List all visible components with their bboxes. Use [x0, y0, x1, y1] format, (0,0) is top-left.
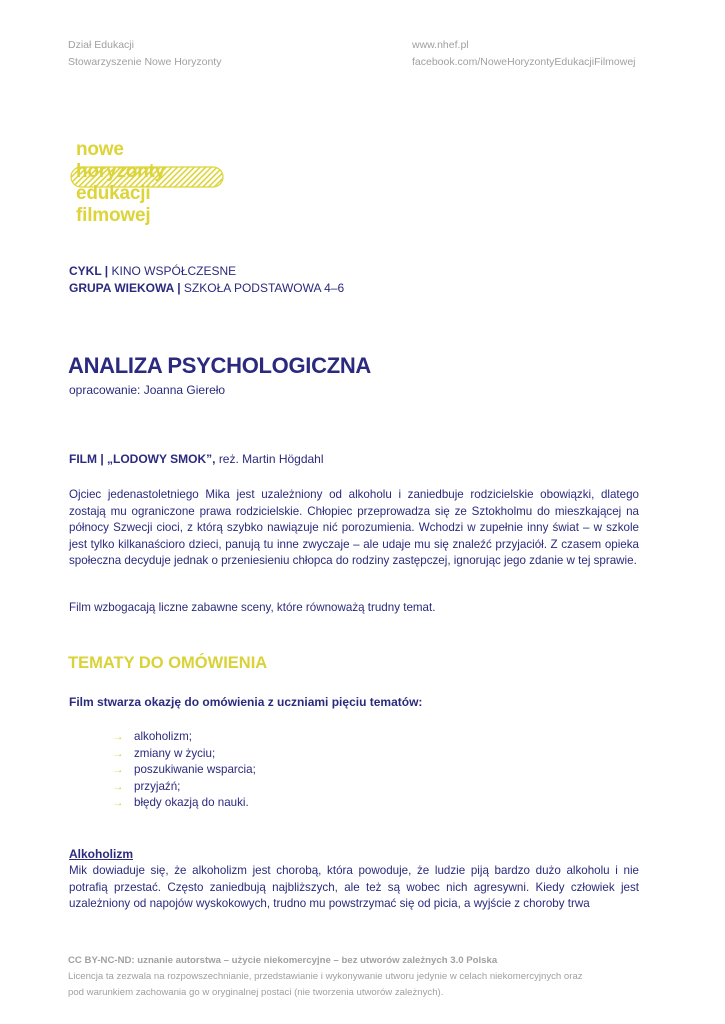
- logo-word-4: filmowej: [76, 205, 151, 226]
- logo-word-1: nowe: [76, 139, 124, 160]
- meta-info: [69, 263, 344, 297]
- topic-text: poszukiwanie wsparcia;: [134, 763, 256, 777]
- film-director: reż. Martin Högdahl: [218, 452, 324, 466]
- meta-age-label: GRUPA WIEKOWA |: [69, 281, 181, 295]
- header-department: Dział Edukacji: [68, 39, 134, 51]
- header-website[interactable]: www.nhef.pl: [412, 39, 469, 51]
- logo: [70, 138, 230, 230]
- list-item: [112, 746, 256, 763]
- summary-paragraph: Film wzbogacają liczne zabawne sceny, które równoważą trudny temat.: [69, 601, 436, 614]
- topics-lead: Film stwarza okazję do omówienia z uczniami pięciu tematów:: [69, 695, 423, 709]
- meta-cycle: [69, 263, 344, 280]
- header-organization: Stowarzyszenie Nowe Horyzonty: [68, 56, 222, 68]
- film-line: [69, 452, 324, 466]
- arrow-right-icon: →: [112, 779, 124, 793]
- topics-list: [112, 729, 256, 812]
- meta-age-value: SZKOŁA PODSTAWOWA 4–6: [183, 281, 345, 295]
- header-left: [68, 37, 221, 71]
- license-text-1: Licencja ta zezwala na rozpowszechnianie, przedstawianie i wykonywanie utworu jedynie w celach niekomercyjnych oraz: [68, 971, 583, 982]
- meta-age-group: [69, 280, 344, 297]
- logo-word-3: edukacji: [76, 183, 151, 204]
- subsection-heading: Alkoholizm: [69, 847, 134, 861]
- alcoholism-paragraph: Mik dowiaduje się, że alkoholizm jest chorobą, która powoduje, że ludzie piją bardzo dużo alkoholu i nie potrafią przestać. Często zaniedbują najbliższych, ale też są wobec nich agresywni. Kiedy człowiek jest uzależniony od napojów wyskokowych, trudno mu powstrzymać się od picia, a wyjście z choroby trwa: [69, 864, 639, 911]
- meta-cycle-value: KINO WSPÓŁCZESNE: [111, 264, 237, 278]
- list-item: [112, 762, 256, 779]
- arrow-right-icon: →: [112, 796, 124, 810]
- license-text-2: pod warunkiem zachowania go w oryginalnej postaci (nie tworzenia utworów zależnych).: [68, 987, 444, 998]
- meta-cycle-label: CYKL |: [69, 264, 109, 278]
- logo-word-2: horyzonty: [76, 161, 165, 182]
- list-item: [112, 779, 256, 796]
- license-footer: [68, 953, 583, 1001]
- arrow-right-icon: →: [112, 763, 124, 777]
- synopsis-paragraph: Ojciec jedenastoletniego Mika jest uzależniony od alkoholu i zaniedbuje rodzicielskie obowiązki, dlatego zostają mu ograniczone prawa rodzicielskie. Chłopiec przeprowadza się ze Sztokholmu do mieszkającej na północy Szwecji cioci, z którą szybko nawiązuje nić porozumienia. Wchodzi w zupełnie inny świat – w szkole jest tylko kilkanaścioro dzieci, panują tu inne zwyczaje – ale udaje mu się znaleźć przyjaciół. Z czasem opieka społeczna decyduje jednak o przeniesieniu chłopca do rodziny zastępczej, ignorując jego zdanie w tej sprawie.: [69, 488, 639, 568]
- author-line: opracowanie: Joanna Giereło: [69, 383, 226, 397]
- topic-text: zmiany w życiu;: [134, 746, 216, 760]
- arrow-right-icon: →: [112, 730, 124, 743]
- arrow-right-icon: →: [112, 746, 124, 760]
- list-item: [112, 729, 256, 746]
- list-item: [112, 795, 256, 812]
- header-right: [412, 37, 636, 71]
- topic-text: błędy okazją do nauki.: [134, 796, 249, 810]
- license-title: CC BY-NC-ND: uznanie autorstwa – użycie niekomercyjne – bez utworów zależnych 3.0 Polska: [68, 955, 498, 966]
- header-facebook[interactable]: facebook.com/NoweHoryzontyEdukacjiFilmowej: [412, 56, 636, 68]
- film-label: FILM | „LODOWY SMOK”,: [69, 452, 216, 466]
- section-heading: TEMATY DO OMÓWIENIA: [68, 654, 268, 672]
- topic-text: alkoholizm;: [134, 730, 192, 743]
- topic-text: przyjaźń;: [134, 779, 181, 793]
- page-title: ANALIZA PSYCHOLOGICZNA: [68, 353, 372, 378]
